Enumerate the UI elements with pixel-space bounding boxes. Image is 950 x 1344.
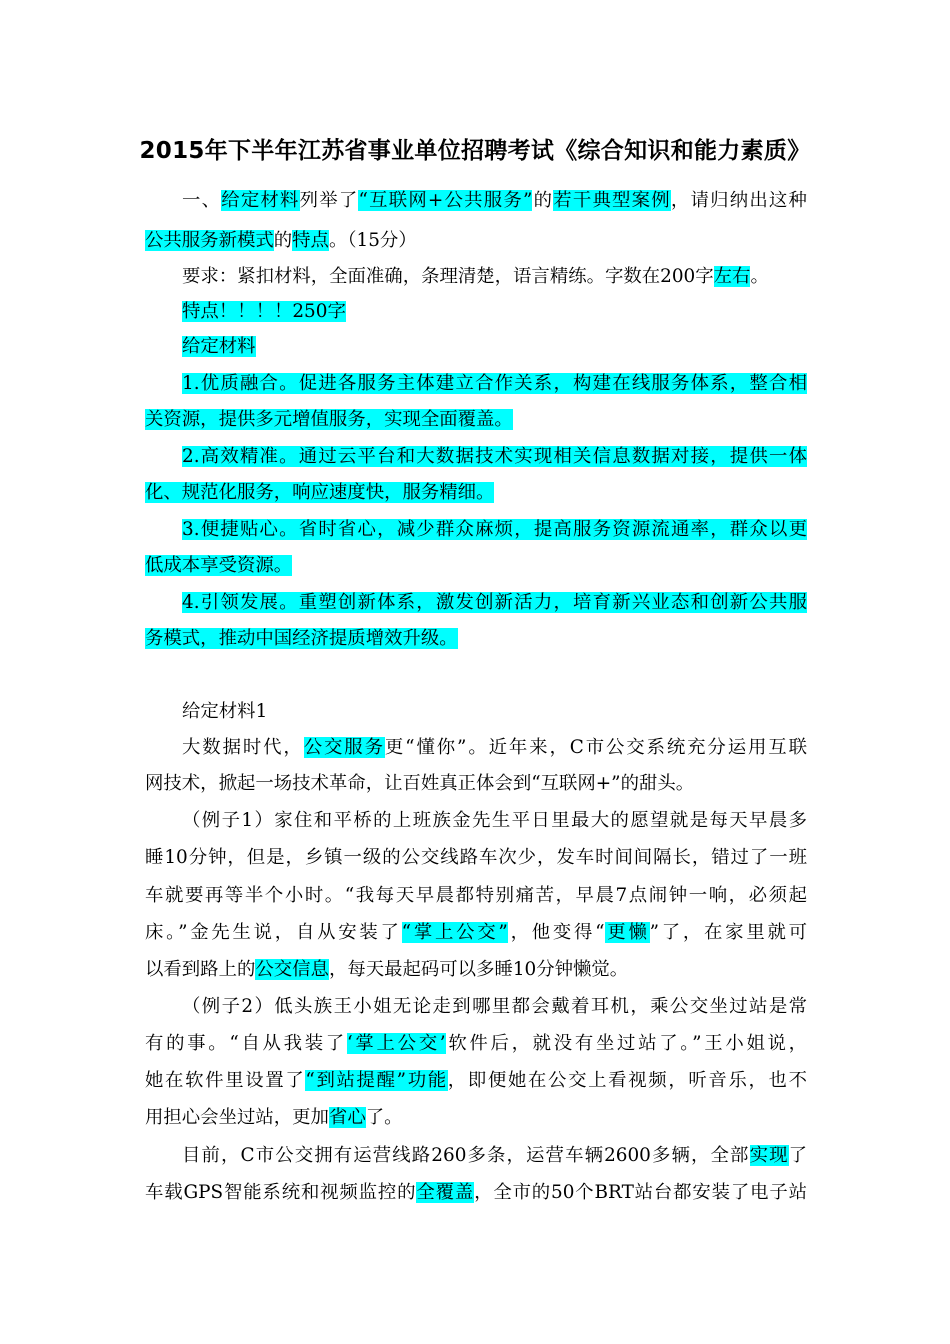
- highlighted-text: 给定材料: [182, 336, 256, 357]
- text: ，请归纳出这种: [670, 190, 807, 211]
- highlighted-text: 2.高效精准。通过云平台和大数据技术实现相关信息数据对接，提供一体: [182, 446, 807, 467]
- text: 。（15分）: [328, 230, 417, 251]
- text: 她在软件里设置了: [145, 1070, 306, 1091]
- highlighted-text: 左右: [713, 266, 751, 287]
- highlighted-text: 若干典型案例: [553, 190, 671, 211]
- text: 的: [532, 190, 554, 211]
- highlighted-text: 实现: [749, 1145, 789, 1166]
- paragraph-line: [145, 918, 807, 948]
- answer-line: [182, 369, 807, 399]
- highlighted-text: 公交服务: [303, 737, 385, 758]
- highlighted-text: 特点: [292, 230, 329, 251]
- question-line-2: [145, 226, 417, 256]
- paragraph-line: [145, 955, 628, 985]
- text: 列举了: [299, 190, 359, 211]
- note-line: [182, 297, 346, 327]
- highlighted-text: 特点！！！！250字: [182, 301, 346, 322]
- paragraph-line: （例子2）低头族王小姐无论走到哪里都会戴着耳机，乘公交坐过站是常: [182, 996, 807, 1017]
- paragraph-line: [145, 1178, 807, 1208]
- paragraph-line: [182, 733, 807, 763]
- answer-line: [145, 624, 458, 654]
- material-label: [182, 332, 256, 362]
- answer-line: [145, 478, 494, 508]
- text: 软件后，就没有坐过站了。”王小姐说，: [445, 1033, 808, 1054]
- highlighted-text: 公共服务新模式: [145, 230, 274, 251]
- text: 要求：紧扣材料，全面准确，条理清楚，语言精练。字数在200字: [182, 266, 714, 287]
- material-heading: 给定材料1: [182, 701, 268, 722]
- highlighted-text: 1.优质融合。促进各服务主体建立合作关系，构建在线服务体系，整合相: [182, 373, 807, 394]
- text: 的: [273, 230, 293, 251]
- text: ，每天最起码可以多睡10分钟懒觉。: [328, 959, 629, 980]
- highlighted-text: 3.便捷贴心。省时省心，减少群众麻烦，提高服务资源流通率，群众以更: [182, 519, 807, 540]
- text: 床。”金先生说，自从安装了: [145, 922, 402, 943]
- paragraph-line: 车就要再等半个小时。“我每天早晨都特别痛苦，早晨7点闹钟一响，必须起: [145, 885, 807, 906]
- text: ，全市的50个BRT站台都安装了电子站: [474, 1182, 807, 1203]
- requirement-line: [182, 262, 769, 292]
- highlighted-text: 化、规范化服务，响应速度快，服务精细。: [145, 482, 495, 503]
- text: 大数据时代，: [182, 737, 304, 758]
- highlighted-text: “到站提醒”功能: [305, 1070, 448, 1091]
- text: 更“懂你”。近年来，C市公交系统充分运用互联: [384, 737, 807, 758]
- paragraph-line: [145, 1103, 403, 1133]
- paragraph-line: 睡10分钟，但是，乡镇一级的公交线路车次少，发车时间间隔长，错过了一班: [145, 847, 807, 868]
- highlighted-text: 务模式，推动中国经济提质增效升级。: [145, 628, 458, 649]
- paragraph-line: （例子1）家住和平桥的上班族金先生平日里最大的愿望就是每天早晨多: [182, 810, 807, 831]
- text: ”了，在家里就可: [649, 922, 807, 943]
- paragraph-line: [145, 1029, 807, 1059]
- text: 有的事。“自从我装了: [145, 1033, 347, 1054]
- text: 目前，C市公交拥有运营线路260多条，运营车辆2600多辆，全部: [182, 1145, 750, 1166]
- highlighted-text: 省心: [328, 1107, 366, 1128]
- highlighted-text: 更懒: [604, 922, 650, 943]
- text: 以看到路上的: [145, 959, 256, 980]
- answer-line: [182, 442, 807, 472]
- answer-line: [182, 588, 807, 618]
- text: 用担心会坐过站，更加: [145, 1107, 329, 1128]
- text: 车载GPS智能系统和视频监控的: [145, 1182, 417, 1203]
- highlighted-text: “互联网+公共服务”: [358, 190, 533, 211]
- paragraph-line: [145, 1066, 807, 1096]
- text: ，即便她在公交上看视频，听音乐，也不: [447, 1070, 807, 1091]
- highlighted-text: 给定材料: [221, 190, 300, 211]
- highlighted-text: 公交信息: [255, 959, 329, 980]
- page-title: 2015年下半年江苏省事业单位招聘考试《综合知识和能力素质》: [139, 138, 811, 164]
- highlighted-text: “掌上公交”: [401, 922, 508, 943]
- text: 了。: [365, 1107, 403, 1128]
- text: ，他变得“: [507, 922, 605, 943]
- question-line-1: [182, 186, 807, 216]
- text: 。: [750, 266, 769, 287]
- answer-line: [182, 515, 807, 545]
- paragraph-line: 网技术，掀起一场技术革命，让百姓真正体会到“互联网+”的甜头。: [145, 773, 695, 794]
- answer-line: [145, 405, 513, 435]
- highlighted-text: 4.引领发展。重塑创新体系，激发创新活力，培育新兴业态和创新公共服: [182, 592, 807, 613]
- paragraph-line: [182, 1141, 807, 1171]
- highlighted-text: 关资源，提供多元增值服务，实现全面覆盖。: [145, 409, 513, 430]
- highlighted-text: 低成本享受资源。: [145, 555, 293, 576]
- answer-line: [145, 551, 292, 581]
- highlighted-text: 全覆盖: [416, 1182, 475, 1203]
- text: 一、: [182, 190, 222, 211]
- text: 了: [788, 1145, 807, 1166]
- highlighted-text: ‘掌上公交’: [346, 1033, 446, 1054]
